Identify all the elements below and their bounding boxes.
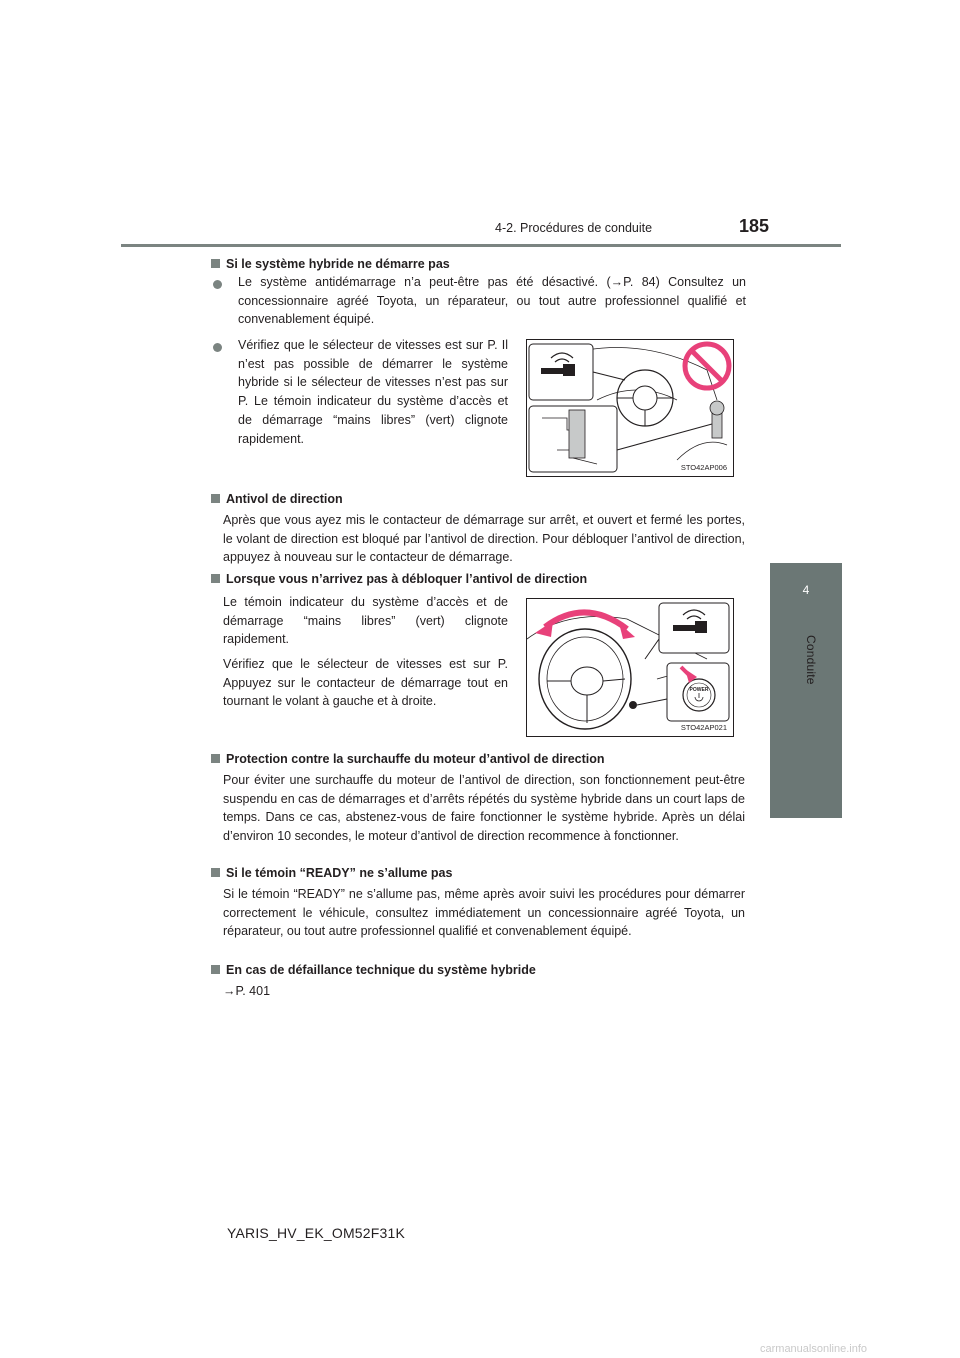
square-bullet-icon — [211, 965, 220, 974]
shift-lever-paragraph: Vérifiez que le sélecteur de vitesses est sur P. Il n’est pas possible de démarrer le système hybride si le sélecteur de vitesses n’est pas sur P. Le témoin indicateur du système d’accès et de démarrage “mains libres” (vert) clignote rapidement. — [238, 338, 508, 446]
square-bullet-icon — [211, 574, 220, 583]
heading-cannot-unlock: Lorsque vous n’arrivez pas à débloquer l’antivol de direction — [211, 572, 587, 586]
heading-overheat-protection: Protection contre la surchauffe du moteur d’antivol de direction — [211, 752, 605, 766]
watermark: carmanualsonline.info — [760, 1343, 868, 1355]
chapter-number: 4 — [802, 583, 810, 597]
indicator-paragraph: Le témoin indicateur du système d’accès et de démarrage “mains libres” (vert) clignote rapidement. — [223, 595, 508, 647]
shift-lever-figure — [526, 339, 734, 477]
document-code: YARIS_HV_EK_OM52F31K — [227, 1225, 406, 1241]
heading-ready-indicator: Si le témoin “READY” ne s’allume pas — [211, 866, 452, 880]
figure-code: STO42AP006 — [680, 463, 727, 472]
power-button-label: POWER — [689, 687, 709, 693]
bullet-icon — [213, 339, 222, 358]
unlock-procedure-paragraph: Vérifiez que le sélecteur de vitesses est sur P. Appuyez sur le contacteur de démarrage tout en tournant le volant à gauche et à droite. — [223, 657, 508, 709]
bullet-icon — [213, 276, 222, 295]
overheat-paragraph: Pour éviter une surchauffe du moteur de l’antivol de direction, son fonctionnement peut-être suspendu en cas de démarrages et d’arrêts répétés du système hybride dans un court laps de temps. Dans ce cas, abstenez-vous de faire fonctionner le système hybride. Après un délai d’environ 10 secondes, le moteur d’antivol de direction recommence à fonctionner. — [223, 773, 745, 844]
shift-lever-illustration — [527, 340, 733, 476]
page-number: 185 — [739, 216, 770, 236]
square-bullet-icon — [211, 868, 220, 877]
steering-unlock-figure — [526, 598, 734, 737]
ready-paragraph: Si le témoin “READY” ne s’allume pas, même après avoir suivi les procédures pour démarrer correctement le véhicule, consultez immédiatement un concessionnaire agréé Toyota, un réparateur, ou tout autre professionnel qualifié et convenablement équipé. — [223, 887, 745, 939]
immobilizer-paragraph: Le système antidémarrage n’a peut-être pas été désactivé. (→P. 84) Consultez un concessionnaire agréé Toyota, un réparateur, ou tout autre professionnel qualifié et convenablement équipé. — [238, 275, 746, 327]
steering-lock-paragraph: Après que vous ayez mis le contacteur de démarrage sur arrêt, et ouvert et fermé les portes, le volant de direction est bloqué par l’antivol de direction. Pour débloquer l’antivol de direction, appuyez à nouveau sur le contacteur de démarrage. — [223, 513, 745, 565]
steering-wheel-illustration — [527, 599, 733, 736]
header-rule — [121, 244, 841, 247]
heading-hybrid-failure: En cas de défaillance technique du système hybride — [211, 963, 536, 977]
square-bullet-icon — [211, 259, 220, 268]
heading-steering-lock: Antivol de direction — [211, 492, 343, 506]
figure-code: STO42AP021 — [680, 723, 727, 732]
chapter-tab — [770, 563, 842, 818]
section-title: 4-2. Procédures de conduite — [495, 221, 653, 235]
chapter-label: Conduite — [804, 635, 818, 685]
square-bullet-icon — [211, 494, 220, 503]
page-reference-link[interactable]: →P. 401 — [223, 984, 271, 998]
square-bullet-icon — [211, 754, 220, 763]
heading-hybrid-not-starting: Si le système hybride ne démarre pas — [211, 257, 450, 271]
